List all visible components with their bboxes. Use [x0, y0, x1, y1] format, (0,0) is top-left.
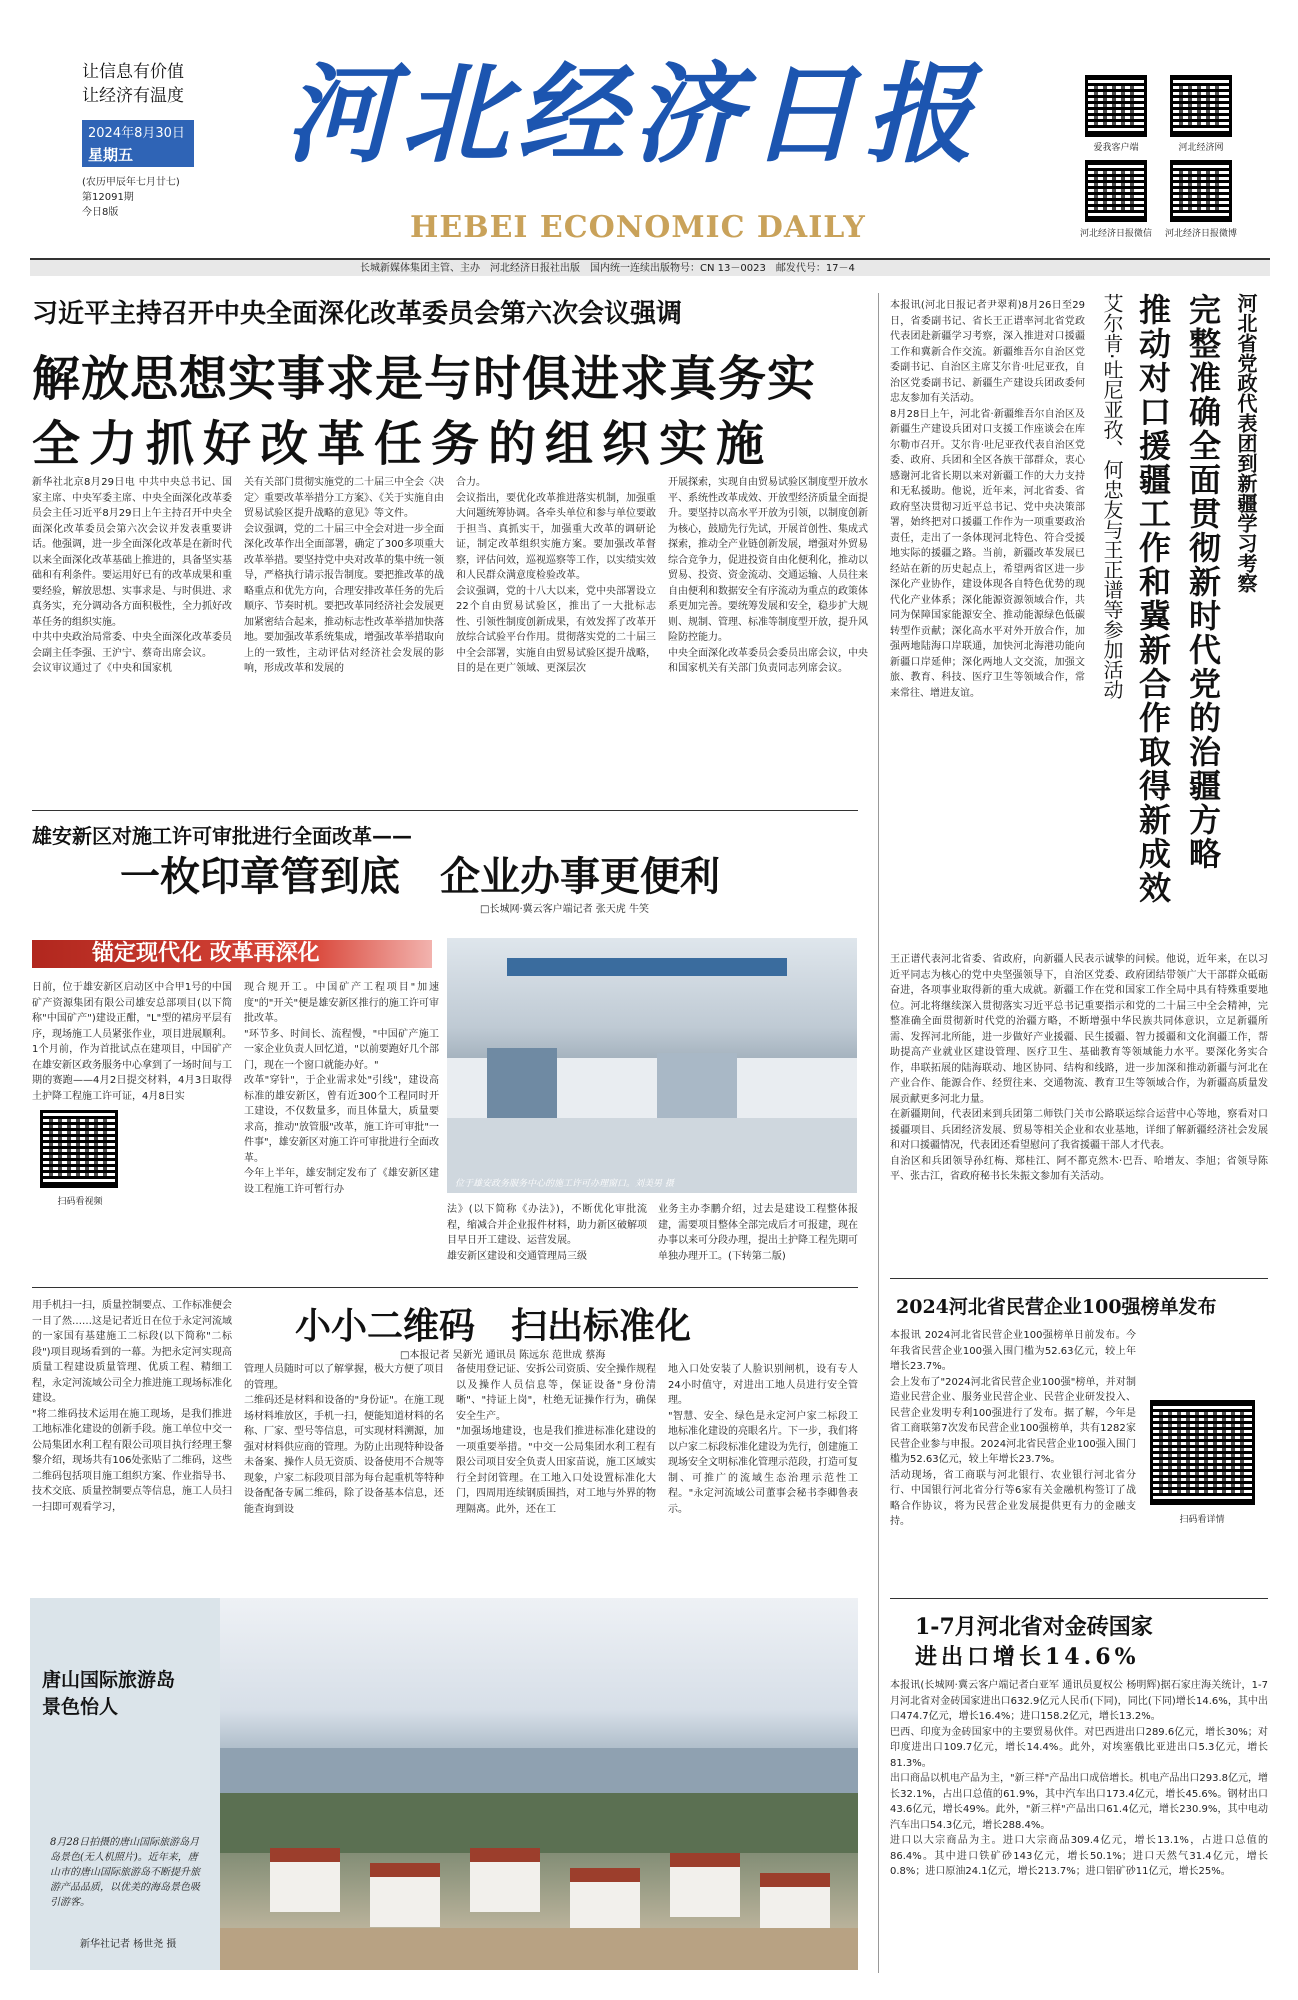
tangshan-island-photo [30, 1598, 858, 1970]
lead-headline-2: 全力抓好改革任务的组织实施 [32, 416, 774, 472]
xiongan-byline: □长城网·冀云客户端记者 张天虎 牛笑 [480, 904, 649, 915]
qr-story-column-4: 地入口处安装了人脸识别闸机，设有专人24小时值守，对进出工地人员进行安全管理。 "智慧、安全、绿色是永定河户家二标段工地标准化建设的亮眼名片。下一步，我们将以户家二标段标准化建设为先行，创建施工现场安全文明标准化管理示范段，打造可复制、可推广的流域生态治理示范性工程。"永定河流域公司董事会秘书李卿鲁表示。 [668, 1364, 858, 1515]
lead-column-2: 关有关部门贯彻实施党的二十届三中全会〈决定〉重要改革举措分工方案》、《关于实施自由贸易试验区提升战略的意见》等文件。 会议强调，党的二十届三中全会对进一步全面深化改革作出全面部署，确定了300多项重大改革举措。要坚持党中央对改革的集中统一领导，严格执行请示报告制度。要把推改革的战略重点和优先方向，合理安排改革任务的先后顺序、节奏时机。要把改革同经济社会发展更加紧密结合起来，推动标志性改革举措加快落地。要加强改革系统集成，增强改革举措取向上的一致性，主动评估对经济社会发展的影响，形成改革和发展的 [244, 477, 444, 674]
qr-code-icon[interactable] [1150, 1400, 1255, 1505]
qr-code-icon[interactable] [1085, 75, 1147, 137]
lead-headline-1: 解放思想实事求是与时俱进求真务实 [32, 351, 817, 407]
xinjiang-headline-2: 推动对口援疆工作和冀新合作取得新成效 [1134, 293, 1172, 905]
xinjiang-column-2: 王正谱代表河北省委、省政府，向新疆人民表示诚挚的问候。他说，近年来，在以习近平同志为核心的党中央坚强领导下，自治区党委、政府团结带领广大干部群众砥砺奋进，各项事业取得新的重大成就。新疆工作在党和国家工作全局中具有特殊重要地位。河北将继续深入贯彻落实习近平总书记重要指示和党的二十届三中全会精神，完整准确全面贯彻新时代党的治疆方略，不断增强中华民族共同体意识，立足新疆所需、发挥河北所能，进一步做好产业援疆、民生援疆、智力援疆和文化润疆工作，帮助提高产业就业区建设管理、医疗卫生、基础教育等领域能力水平。要深化务实合作，串联拓展的陆海联动、地区协同、结构和线路，进一步加深和推动新疆与河北在产业合作、能源合作、经贸往来、交通物流、教育卫生等领域合作，为新疆高质量发展贡献更多河北力量。 在新疆期间，代表团来到兵团第二师铁门关市公路联运综合运营中心等地，察看对口援疆项目、兵团经济发展、贸易等相关企业和农业基地，详细了解新疆经济社会发展和对口援疆情况，代表团还看望慰问了我省援疆干部人才代表。 自治区和兵团领导孙红梅、郑桂江、阿不都克然木·巴吾、哈增友、李旭；省领导陈平、张古江，省政府秘书长朱振文参加有关活动。 [890, 954, 1268, 1182]
qr-code-icon[interactable] [40, 1110, 118, 1188]
lead-column-3: 合力。 会议指出，要优化改革推进落实机制，加强重大问题统筹协调。各牵头单位和参与单位要敢于担当、真抓实干，加强重大改革的调研论证，制定改革组织实施方案。要加强改革督察，评估问效，巡视巡察等工作，以实绩实效和人民群众满意度检验改革。 会议强调，党的十八大以来，党中央部署设立22个自由贸易试验区，推出了一大批标志性、引领性制度创新成果，有效发挥了改革开放综合试验平台作用。贯彻落实党的二十届三中全会部署，实施自由贸易试验区提升战略，目的是在更广领域、更深层次 [456, 477, 656, 674]
qr-code-icon[interactable] [1085, 160, 1147, 222]
lead-kicker: 习近平主持召开中央全面深化改革委员会第六次会议强调 [32, 299, 683, 329]
service-center-photo [447, 938, 857, 1193]
slogan [82, 60, 184, 108]
tangshan-title-2: 景色怡人 [42, 1696, 119, 1718]
xiongan-kicker: 雄安新区对施工许可审批进行全面改革—— [32, 824, 412, 848]
page-count: 今日8版 [82, 207, 119, 218]
tangshan-caption: 8月28日拍摄的唐山国际旅游岛月岛景色(无人机照片)。近年来，唐山市的唐山国际旅游岛不断提升旅游产品品质，以优美的海岛景色吸引游客。 [50, 1837, 200, 1908]
qr-story-column-1: 用手机扫一扫，质量控制要点、工作标准便会一目了然……这是记者近日在位于永定河流域的一家国有基建施工二标段(以下简称"二标段")项目现场看到的一幕。为把永定河实现高质量工程建设质量管理、优质工程、精细工程，永定河流域公司全力推进施工现场标准化建设。 "将二维码技术运用在施工现场，是我们推进工地标准化建设的创新手段。施工单位中交一公局集团水利工程有限公司项目执行经理王黎黎介绍，现场共有106处张贴了二维码，这些二维码包括项目施工组织方案、作业指导书、技术交底、质量控制要点等信息，施工人员扫一扫即可观看学习， [32, 1300, 232, 1513]
private100-body: 本报讯 2024河北省民营企业100强榜单日前发布。今年我省民营企业100强入围门槛为52.63亿元，较上年增长23.7%。 会上发布了"2024河北省民营企业100强"榜单，并对制造业民营企业、服务业民营企业、民营企业研发投入、民营企业发明专利100强进行了发布。据了解，今年是省工商联第7次发布民营企业100强榜单，共有1282家民营企业参与申报。2024河北省民营企业100强入围门槛为52.63亿元，较上年增长23.7%。 活动现场，省工商联与河北银行、农业银行河北省分行、中国银行河北省分行等6家有关金融机构签订了战略合作协议，将为民营企业发展提供更有力的金融支持。 [890, 1330, 1136, 1527]
private100-headline: 2024河北省民营企业100强榜单发布 [896, 1296, 1217, 1318]
divider [890, 1278, 1268, 1279]
lunar-date: (农历甲辰年七月廿七) [82, 177, 180, 188]
newspaper-title: 河北经济日报 [285, 52, 982, 178]
xinjiang-headline-1: 完整准确全面贯彻新时代党的治疆方略 [1184, 293, 1222, 871]
qr-label-wechat: 河北经济日报微信 [1079, 229, 1152, 239]
qr-label-web: 河北经济网 [1178, 143, 1224, 153]
qr-label-app: 爱我客户端 [1093, 143, 1139, 153]
date-label: 2024年8月30日 [82, 120, 194, 143]
detail-qr-label: 扫码看详情 [1179, 1515, 1225, 1525]
newspaper-title-english: HEBEI ECONOMIC DAILY [410, 210, 866, 245]
tangshan-title-1: 唐山国际旅游岛 [42, 1669, 176, 1691]
xiongan-headline: 一枚印章管到底 企业办事更便利 [120, 853, 720, 900]
qr-story-byline: □本报记者 吴新光 通讯员 陈远东 范世成 蔡海 [400, 1350, 606, 1361]
qr-story-headline: 小小二维码 扫出标准化 [295, 1305, 692, 1347]
weekday-label: 星期五 [82, 142, 194, 167]
qr-story-column-2: 管理人员随时可以了解掌握，极大方便了项目的管理。 二维码还是材料和设备的"身份证"。在施工现场材料堆放区，手机一扫，便能知道材料的名称、厂家、型号等信息，可实现材料溯源，加强对材料供应商的管理。为防止出现特种设备未备案、操作人员无资质、设备使用不合规等现象，户家二标段项目部为每台起重机等特种设备配备专属二维码，除了设备基本信息，还能查询到设 [244, 1364, 444, 1515]
xinjiang-column-1: 本报讯(河北日报记者尹翠莉)8月26日至29日，省委副书记、省长王正谱率河北省党政代表团赴新疆学习考察，深入推进对口援疆工作和冀新合作交流。新疆维吾尔自治区党委副书记、自治区主席艾尔肯·吐尼亚孜，自治区党委副书记、新疆生产建设兵团政委何忠友参加有关活动。 8月28日上午，河北省·新疆维吾尔自治区及新疆生产建设兵团对口支援工作座谈会在库尔勒市召开。艾尔肯·吐尼亚孜代表自治区党委、政府、兵团和全区各族干部群众，衷心感谢河北省长期以来对新疆工作的大力支持和无私援助。他说，近年来，河北省委、省政府坚决贯彻习近平总书记、党中央决策部署，始终把对口援疆工作作为一项重要政治责任，走出了一条体现河北特色、符合受援地实际的援疆之路。当前，新疆改革发展已经站在新的历史起点上，希望两省区进一步深化产业协作，建设体现各自特色优势的现代化产业体系；深化能源资源领域合作，共同为保障国家能源安全、推动能源绿色低碳转型作贡献；深化高水平对外开放合作，加强两地陆海口岸联通，加快河北海港功能向新疆口岸延伸；深化两地人文交流，加强文旅、教育、科技、医疗卫生等领域合作，常来常往、增进友谊。 [890, 300, 1085, 699]
lead-column-1: 新华社北京8月29日电 中共中央总书记、国家主席、中央军委主席、中央全面深化改革委员会主任习近平8月29日上午主持召开中央全面深化改革委员会第六次会议并发表重要讲话。他强调，进一步全面深化改革是在新时代以来全面深化改革基础上推进的，具备坚实基础和有利条件。要运用好已有的改革成果和重要经验，解放思想、实事求是、与时俱进、求真务实，充分调动各方面积极性，全力抓好改革任务的组织实施。 中共中央政治局常委、中央全面深化改革委员会副主任李强、王沪宁、蔡奇出席会议。 会议审议通过了《中央和国家机 [32, 477, 232, 674]
qr-story-column-3: 备使用登记证、安拆公司资质、安全操作规程以及操作人员信息等，保证设备"身份清晰"、"持证上岗"，杜绝无证操作行为，确保安全生产。 "加强场地建设，也是我们推进标准化建设的一项重要举措。"中交一公局集团水利工程有限公司项目安全负责人田家苗说，施工区域实行全封闭管理。在工地入口处设置标准化大门，四周用连续钢质围挡，对工地与外界的物理隔离。此外，还在工 [456, 1364, 656, 1515]
column-divider [878, 293, 879, 1973]
trade-headline-2: 进出口增长14.6% [915, 1644, 1140, 1670]
slogan-line-2: 让经济有温度 [82, 86, 184, 106]
trade-headline-1: 1-7月河北省对金砖国家 [915, 1614, 1153, 1640]
divider [32, 1287, 858, 1288]
tangshan-credit: 新华社记者 杨世尧 摄 [80, 1939, 177, 1950]
photo-caption: 位于雄安政务服务中心的施工许可办理窗口。刘美男 摄 [455, 1179, 674, 1189]
lead-column-4: 开展探索，实现自由贸易试验区制度型开放水平、系统性改革成效、开放型经济质量全面提升。要坚持以高水平开放为引领，以制度创新为核心，鼓励先行先试，开展首创性、集成式探索，推动全产业链创新发展，增强对外贸易综合竞争力，促进投资自由化便利化，推动以贸易、投资、资金流动、交通运输、人员往来自由便利和数据安全有序流动为重点的政策体系更加完善。要统筹发展和安全，稳步扩大规则、规制、管理、标准等制度型开放，提升风险防控能力。 中央全面深化改革委员会委员出席会议，中央和国家机关有关部门负责同志列席会议。 [668, 477, 868, 674]
divider [890, 1598, 1268, 1599]
video-qr-label: 扫码看视频 [57, 1197, 103, 1207]
issue-number: 第12091期 [82, 192, 134, 203]
xiongan-column-4: 业务主办李鹏介绍，过去是建设工程整体报建，需要项目整体全部完成后才可报建，现在办事以来可分段办理，提出土护降工程先期可单独办理开工。(下转第二版) [658, 1204, 858, 1262]
divider [32, 810, 858, 811]
xiongan-column-1: 日前，位于雄安新区启动区中合甲1号的中国矿产资源集团有限公司雄安总部项目(以下简称"中国矿产")建设正酣，"L"型的裙房平层有序，现场施工人员紧张作业，项目进展顺利。 1个月前，作为首批试点在建项目，中国矿产在雄安新区政务服务中心拿到了一场时间与工期的赛跑——4月2日提交材料，4月3日取得土护降工程施工许可证，4月8日实 [32, 982, 232, 1102]
xiongan-column-2: 现合规开工。中国矿产工程项目"加速度"的"开关"便是雄安新区推行的施工许可审批改革。 "环节多、时间长、流程慢，"中国矿产施工一家企业负责人回忆道，"以前要跑好几个部门，现在一个窗口就能办好。" 改革"穿针"，于企业需求处"引线"，建设高标准的雄安新区，曾有近300个工程同时开工建设，不仅数量多，而且体量大，质量要求高，推动"放管服"改革，施工许可审批"一件事"，雄安新区对施工许可审批进行全面改革。 今年上半年，雄安制定发布了《雄安新区建设工程施工许可暂行办 [244, 982, 439, 1195]
xinjiang-subhead: 艾尔肯·吐尼亚孜、何忠友与王正谱等参加活动 [1100, 293, 1124, 700]
slogan-line-1: 让信息有价值 [82, 62, 184, 82]
xinjiang-kicker: 河北省党政代表团到新疆学习考察 [1234, 293, 1258, 593]
trade-body: 本报讯(长城网·冀云客户端记者白亚军 通讯员夏权公 杨明辉)据石家庄海关统计，1-7月河北省对金砖国家进出口632.9亿元人民币(下同)，同比(下同)增长14.6%，其中出口474.7亿元，增长16.4%；进口158.2亿元，增长13.2%。 巴西、印度为金砖国家中的主要贸易伙伴。对巴西进出口289.6亿元，增长30%；对印度进出口109.7亿元，增长14.4%。此外，对埃塞俄比亚进出口5.3亿元，增长81.3%。 出口商品以机电产品为主，"新三样"产品出口成倍增长。机电产品出口293.8亿元，增长32.1%，占出口总值的61.9%，其中汽车出口173.4亿元，增长45.6%。钢材出口43.6亿元，增长49%。此外，"新三样"产品出口61.4亿元，增长230.9%，其中电动汽车出口54.3亿元，增长288.4%。 进口以大宗商品为主。进口大宗商品309.4亿元，增长13.1%，占进口总值的86.4%。其中进口铁矿砂143亿元，增长50.1%；进口天然气31.4亿元，增长0.8%；进口原油24.1亿元，增长213.7%；进口铝矿砂11亿元，增长25%。 [890, 1680, 1268, 1877]
qr-code-icon[interactable] [1170, 160, 1232, 222]
publisher-bar: 长城新媒体集团主管、主办 河北经济日报社出版 国内统一连续出版物号：CN 13－0023 邮发代号：17－4 [30, 258, 1270, 276]
qr-label-weibo: 河北经济日报微博 [1164, 229, 1237, 239]
qr-code-icon[interactable] [1170, 75, 1232, 137]
xiongan-column-3: 法》(以下简称《办法》)，不断优化审批流程，缩减合并企业报件材料，助力新区破解项目早日开工建设、运营发展。 雄安新区建设和交通管理局三级 [447, 1204, 647, 1262]
section-banner: 锚定现代化 改革再深化 [32, 940, 432, 968]
issue-info [82, 175, 180, 220]
